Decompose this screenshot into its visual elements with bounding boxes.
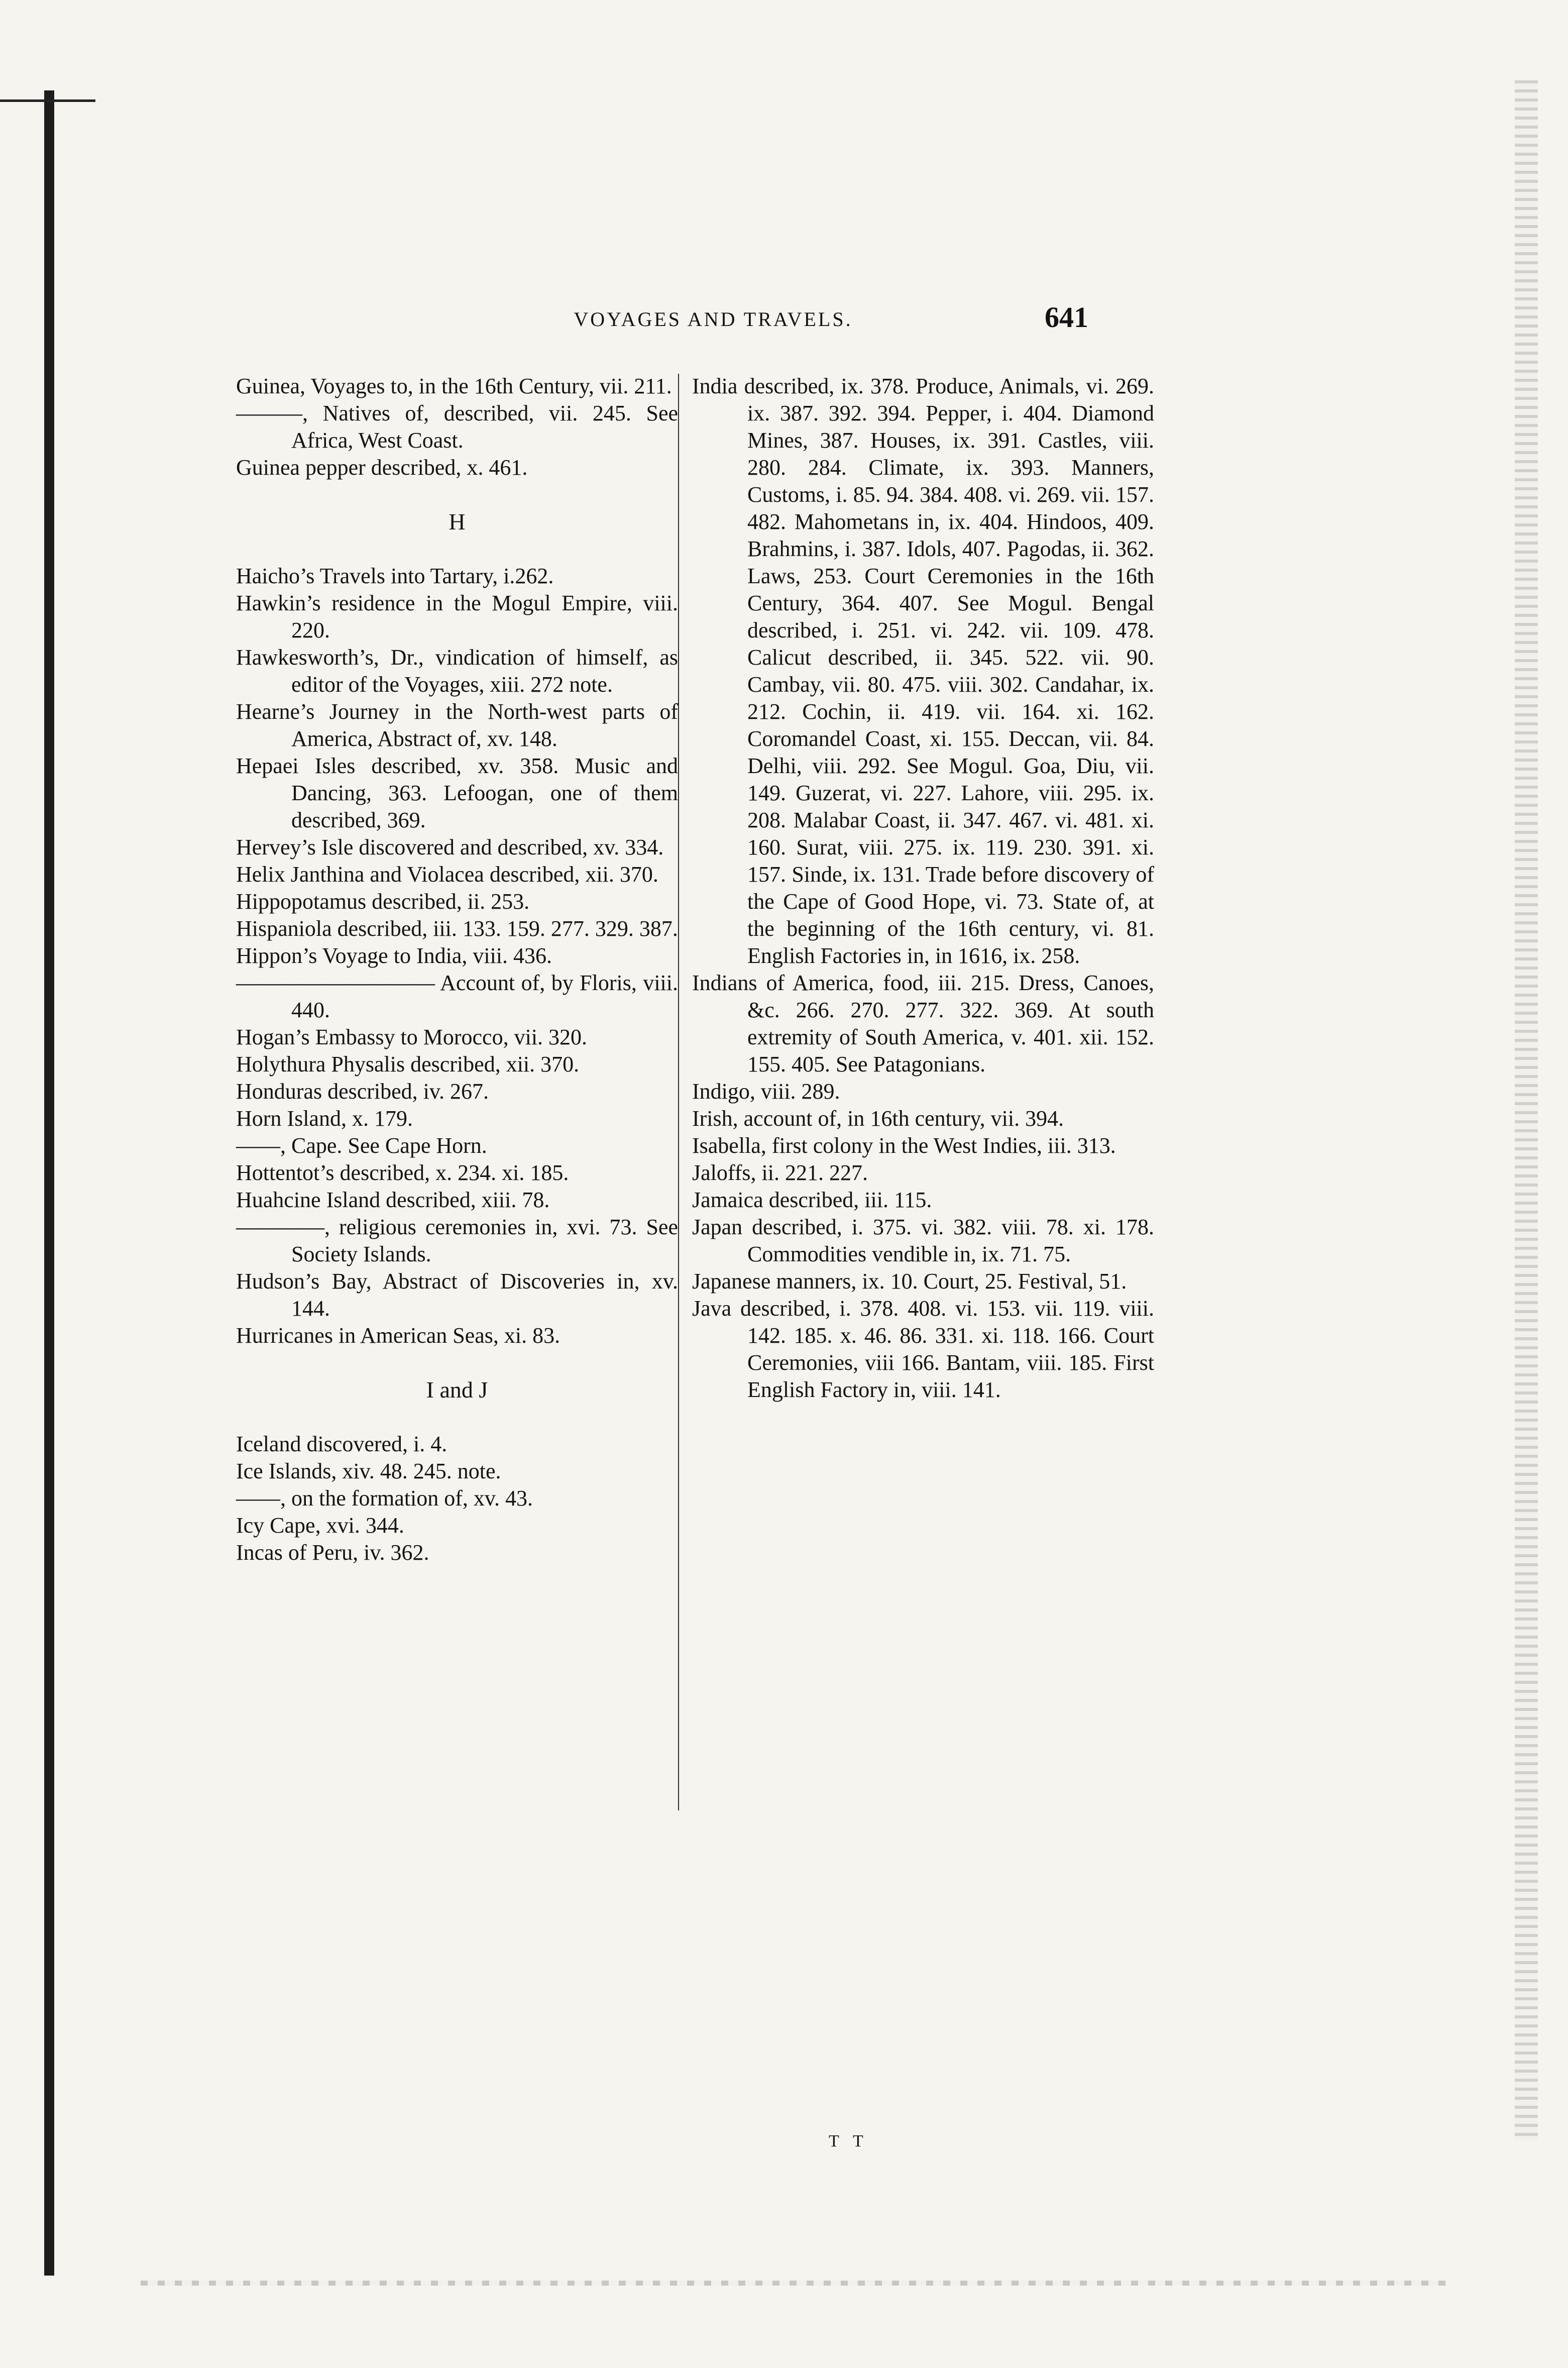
index-entry: Helix Janthina and Violacea described, xii. 370. bbox=[236, 862, 658, 887]
index-entry: Hervey’s Isle discovered and described, xv. 334. bbox=[236, 835, 664, 859]
index-entry: Hepaei Isles described, xv. 358. Music and Dancing, 363. Lefoogan, one of them described, 369. bbox=[236, 754, 678, 832]
index-entry: ———, Natives of, described, vii. 245. See Africa, West Coast. bbox=[236, 401, 678, 453]
index-entry: Icy Cape, xvi. 344. bbox=[236, 1513, 404, 1538]
index-entry: Guinea pepper described, x. 461. bbox=[236, 455, 528, 480]
index-entry: Hippopotamus described, ii. 253. bbox=[236, 889, 530, 914]
index-entry: Hottentot’s described, x. 234. xi. 185. bbox=[236, 1160, 569, 1185]
index-entry: Horn Island, x. 179. bbox=[236, 1106, 413, 1131]
index-entry: ——, Cape. See Cape Horn. bbox=[236, 1133, 487, 1158]
catchword: T T bbox=[829, 2132, 868, 2150]
scan-noise-bottom bbox=[141, 2281, 1446, 2286]
column-separator bbox=[678, 374, 679, 1810]
section-heading-i-and-j: I and J bbox=[426, 1377, 488, 1403]
index-entry: Hispaniola described, iii. 133. 159. 277. 329. 387. bbox=[236, 916, 678, 941]
index-entry: Indigo, viii. 289. bbox=[692, 1079, 840, 1104]
index-entry: Iceland discovered, i. 4. bbox=[236, 1432, 447, 1456]
left-column bbox=[236, 373, 678, 1566]
index-entry: Hogan’s Embassy to Morocco, vii. 320. bbox=[236, 1025, 588, 1049]
scan-noise-right bbox=[1515, 80, 1538, 2140]
index-entry: Japanese manners, ix. 10. Court, 25. Festival, 51. bbox=[692, 1269, 1127, 1294]
index-entry: Hawkin’s residence in the Mogul Empire, viii. 220. bbox=[236, 591, 678, 642]
index-entry: Guinea, Voyages to, in the 16th Century, vii. 211. bbox=[236, 374, 672, 398]
index-entry: Hawkesworth’s, Dr., vindication of himself, as editor of the Voyages, xiii. 272 note. bbox=[236, 645, 678, 697]
index-entry: Honduras described, iv. 267. bbox=[236, 1079, 489, 1104]
binding-top-line bbox=[0, 99, 95, 102]
index-entry: Isabella, first colony in the West Indies, iii. 313. bbox=[692, 1133, 1116, 1158]
section-heading-h: H bbox=[449, 509, 466, 534]
index-entry: Hudson’s Bay, Abstract of Discoveries in, xv. 144. bbox=[236, 1269, 678, 1321]
index-entry: Jamaica described, iii. 115. bbox=[692, 1188, 932, 1212]
running-title: VOYAGES AND TRAVELS. bbox=[574, 308, 853, 331]
index-entry: India described, ix. 378. Produce, Animals, vi. 269. ix. 387. 392. 394. Pepper, i. 404. Diamond Mines, 387. Houses, ix. 391. Castles, viii. 280. 284. Climate, ix. 393. Manners, Customs, i. 85. 94. 384. 408. vi. 269. vii. 157. 482. Mahometans in, ix. 404. Hindoos, 409. Brahmins, i. 387. Idols, 407. Pagodas, ii. 362. Laws, 253. Court Ceremonies in the 16th Century, 364. 407. See Mogul. Bengal described, i. 251. vi. 242. vii. 109. 478. Calicut described, ii. 345. 522. vii. 90. Cambay, vii. 80. 475. viii. 302. Candahar, ix. 212. Cochin, ii. 419. vii. 164. xi. 162. Coromandel Coast, xi. 155. Deccan, vii. 84. Delhi, viii. 292. See Mogul. Goa, Diu, vii. 149. Guzerat, vi. 227. Lahore, viii. 295. ix. 208. Malabar Coast, ii. 347. 467. vi. 481. xi. 160. Surat, viii. 275. ix. 119. 230. 391. xi. 157. Sinde, ix. 131. Trade before discovery of the Cape of Good Hope, vi. 73. State of, at the beginning of the 16th century, vi. 81. English Factories in, in 1616, ix. 258. bbox=[692, 374, 1154, 968]
index-entry: Hurricanes in American Seas, xi. 83. bbox=[236, 1323, 561, 1348]
index-entry: Huahcine Island described, xiii. 78. bbox=[236, 1188, 550, 1212]
page-number: 641 bbox=[1045, 301, 1088, 334]
index-entry: ————, religious ceremonies in, xvi. 73. See Society Islands. bbox=[236, 1215, 678, 1266]
index-entry: Holythura Physalis described, xii. 370. bbox=[236, 1052, 580, 1077]
index-entry: Haicho’s Travels into Tartary, i.262. bbox=[236, 564, 554, 588]
index-entry: Irish, account of, in 16th century, vii. 394. bbox=[692, 1106, 1064, 1131]
index-entry: Hippon’s Voyage to India, viii. 436. bbox=[236, 943, 552, 968]
index-entry: Japan described, i. 375. vi. 382. viii. 78. xi. 178. Commodities vendible in, ix. 71. 75. bbox=[692, 1215, 1154, 1266]
index-entry: Indians of America, food, iii. 215. Dress, Canoes, &c. 266. 270. 277. 322. 369. At south extremity of South America, v. 401. xii. 152. 155. 405. See Patagonians. bbox=[692, 971, 1154, 1077]
binding-shadow bbox=[44, 90, 54, 2276]
index-entry: Incas of Peru, iv. 362. bbox=[236, 1540, 429, 1565]
right-column bbox=[692, 373, 1154, 1404]
index-entry: Java described, i. 378. 408. vi. 153. vii. 119. viii. 142. 185. x. 46. 86. 331. xi. 118. 166. Court Ceremonies, viii 166. Bantam, viii. 185. First English Factory in, viii. 141. bbox=[692, 1296, 1154, 1402]
index-entry: Hearne’s Journey in the North-west parts of America, Abstract of, xv. 148. bbox=[236, 699, 678, 751]
index-entry: Ice Islands, xiv. 48. 245. note. bbox=[236, 1459, 501, 1483]
index-entry: Jaloffs, ii. 221. 227. bbox=[692, 1160, 868, 1185]
index-entry: ——, on the formation of, xv. 43. bbox=[236, 1486, 533, 1511]
index-entry: ————————— Account of, by Floris, viii. 440. bbox=[236, 971, 678, 1022]
